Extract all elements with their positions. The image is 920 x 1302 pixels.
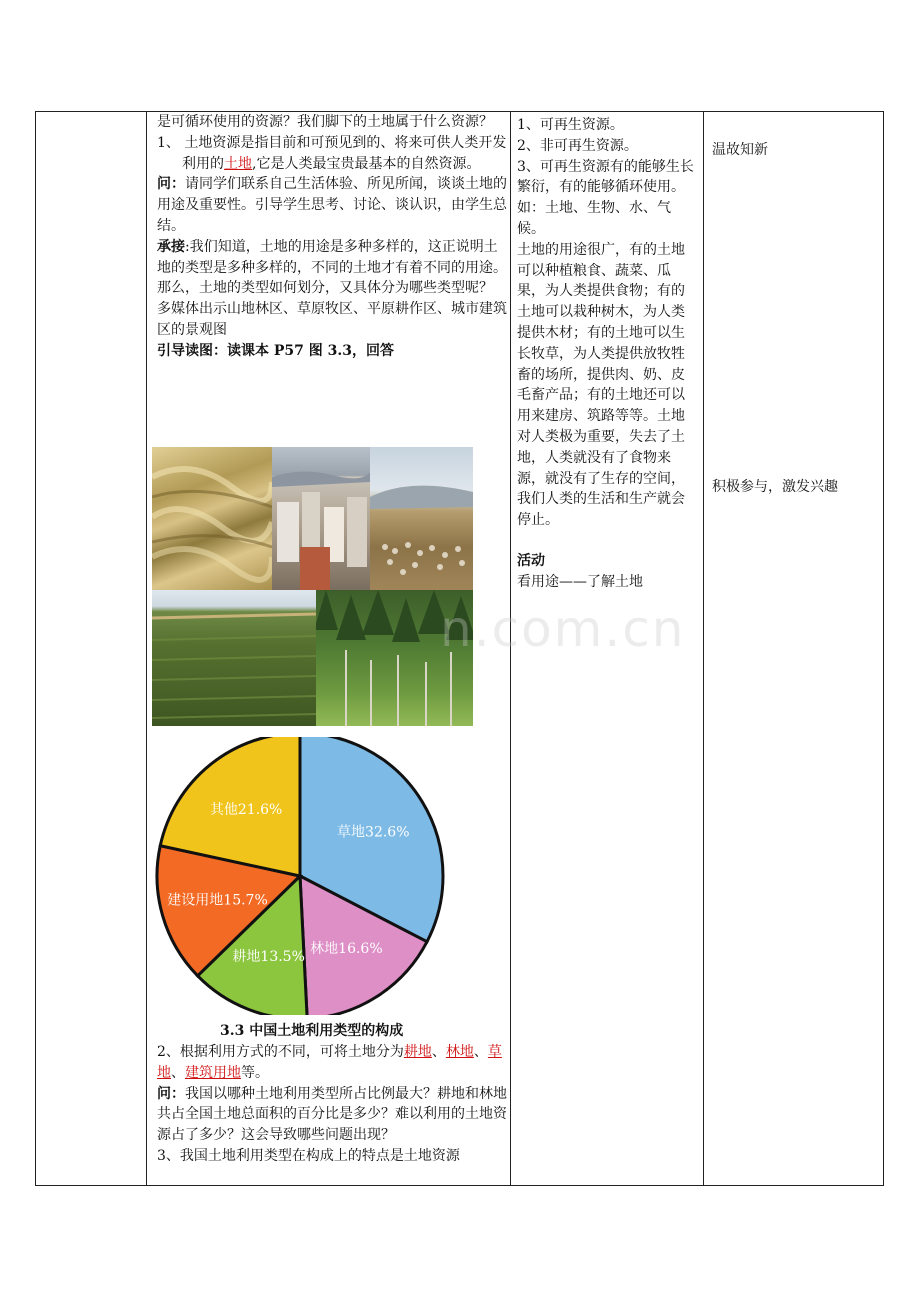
- pie-slice-label: 耕地13.5%: [232, 948, 305, 965]
- city-buildings-art: [272, 447, 370, 590]
- desert-image: [152, 447, 272, 590]
- city-image: [272, 447, 370, 590]
- question-2-text: 我国以哪种土地利用类型所占比例最大？耕地和林地共占全国土地总面积的百分比是多少？难以利用的土地资源占了多少？这会导致哪些问题出现？: [157, 1085, 507, 1144]
- answer-4: 土地的用途很广，有的土地可以种植粮食、蔬菜、瓜果，为人类提供食物；有的土地可以栽种树木，为人类提供木材；有的土地可以生长牧草，为人类提供放牧牲畜的场所，提供肉、奶、皮毛畜产品；有的土地还可以用来建房、筑路等等。土地对人类极为重要，失去了土地，人类就没有了食物来源，就没有了生存的空间，我们人类的生活和生产就会停止。: [517, 241, 685, 529]
- grassland-image: [370, 447, 473, 590]
- question-1: [157, 174, 507, 236]
- answer-2: 2、非可再生资源。: [517, 137, 638, 154]
- link-land[interactable]: 土地: [224, 155, 252, 172]
- watermark: n.com.cn: [440, 600, 686, 658]
- link-grassland[interactable]: 草地: [157, 1044, 502, 1081]
- desert-dunes-art: [152, 447, 272, 590]
- question-1-text: 请同学们联系自己生活体验、所见所闻，谈谈土地的用途及重要性。引导学生思考、讨论、谈认识，由学生总结。: [157, 176, 507, 234]
- question-2: [157, 1084, 507, 1146]
- land-use-pie-chart: [150, 737, 450, 1015]
- question-label: 问：: [157, 176, 185, 193]
- student-activity-column: [517, 115, 695, 593]
- answer-3: 3、可再生资源有的能够生长繁衍，有的能够循环使用。如：土地、生物、水、气候。: [517, 158, 694, 237]
- transition-label: 承接: [157, 238, 185, 255]
- link-farmland[interactable]: 耕地: [403, 1044, 432, 1060]
- activity-text: 看用途——了解土地: [517, 573, 643, 590]
- media-note: 多媒体出示山地林区、草原牧区、平原耕作区、城市建筑区的景观图: [157, 301, 507, 338]
- farmland-rows-art: [152, 590, 316, 726]
- point-2: [157, 1042, 507, 1084]
- separator: 、: [473, 1044, 488, 1060]
- guide-reading: 引导读图：读课本 P57 图 3.3，回答: [157, 342, 394, 359]
- separator: 、: [431, 1044, 446, 1060]
- pie-slice-label: 建设用地15.7%: [167, 892, 268, 909]
- teaching-content-column: [157, 112, 507, 362]
- answer-1: 1、可再生资源。: [517, 117, 624, 133]
- farmland-image: [152, 590, 316, 726]
- design-note-2: 积极参与，激发兴趣: [712, 479, 838, 495]
- intro-text: 是可循环使用的资源？我们脚下的土地属于什么资源？: [157, 114, 493, 130]
- point-1: [157, 133, 507, 175]
- transition: [157, 237, 507, 299]
- column-divider: [146, 112, 147, 1185]
- design-note-1: 温故知新: [712, 142, 768, 158]
- point-1-text: 1、 土地资源是指目前和可预见到的、将来可供人类开发利用的: [157, 134, 507, 172]
- teaching-content-continued: [157, 1042, 507, 1167]
- link-construction-land[interactable]: 建筑用地: [185, 1064, 241, 1081]
- question-label: 问：: [157, 1085, 185, 1102]
- point-1-suffix: ,它是人类最宝贵最基本的自然资源。: [252, 155, 481, 172]
- point-2-suffix: 等。: [241, 1064, 269, 1081]
- pie-slice-label: 草地32.6%: [337, 824, 410, 841]
- chart-caption: 3.3 中国土地利用类型的构成: [220, 1023, 404, 1039]
- separator: 、: [171, 1064, 185, 1081]
- point-3: 3、我国土地利用类型在构成上的特点是土地资源: [157, 1147, 460, 1164]
- column-divider: [703, 112, 704, 1185]
- point-2-text: 2、根据利用方式的不同，可将土地分为: [157, 1044, 404, 1060]
- grassland-herd-art: [370, 447, 473, 590]
- activity-title: 活动: [517, 552, 545, 569]
- pie-svg: [150, 737, 450, 1015]
- pie-slice-label: 其他21.6%: [209, 802, 283, 819]
- transition-text: :我们知道，土地的用途是多种多样的，这正说明土地的类型是多种多样的，不同的土地才有着不同的用途。那么，土地的类型如何划分，又具体分为哪些类型呢？: [157, 238, 507, 297]
- pie-slice-label: 林地16.6%: [310, 941, 383, 958]
- link-forest-land[interactable]: 林地: [445, 1044, 474, 1060]
